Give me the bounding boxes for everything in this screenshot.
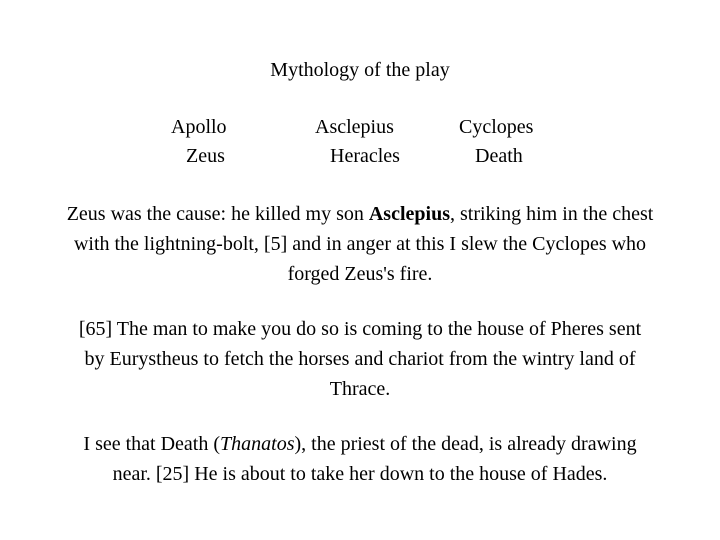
name-heracles: Heracles: [330, 145, 400, 167]
paragraph-zeus-cause: [0, 199, 720, 289]
paragraph-line: near. [25] He is about to take her down to the house of Hades.: [112, 463, 608, 485]
paragraph-line: with the lightning-bolt, [5] and in anger at this I slew the Cyclopes who: [73, 233, 647, 255]
name-cyclopes: Cyclopes: [459, 116, 534, 138]
bold-name: Asclepius: [368, 203, 450, 225]
name-apollo: Apollo: [171, 116, 227, 138]
italic-name: Thanatos: [220, 433, 295, 455]
page-title: Mythology of the play: [270, 59, 450, 81]
name-death: Death: [475, 145, 523, 167]
text-segment: ), the priest of the dead, is already drawing: [294, 433, 637, 455]
text-segment: , striking him in the chest: [449, 203, 654, 225]
name-zeus: Zeus: [186, 145, 225, 167]
paragraph-line: [0, 429, 720, 459]
name-asclepius: Asclepius: [315, 116, 394, 138]
paragraph-death-thanatos: [0, 429, 720, 489]
paragraph-line: by Eurystheus to fetch the horses and chariot from the wintry land of: [84, 348, 636, 370]
paragraph-house-of-pheres: [0, 314, 720, 404]
paragraph-line: [65] The man to make you do so is coming to the house of Pheres sent: [78, 318, 642, 340]
text-segment: Zeus was the cause: he killed my son: [66, 203, 369, 225]
paragraph-line: forged Zeus's fire.: [287, 263, 433, 285]
text-segment: I see that Death (: [83, 433, 221, 455]
paragraph-line: Thrace.: [329, 378, 391, 400]
paragraph-line: [0, 199, 720, 229]
